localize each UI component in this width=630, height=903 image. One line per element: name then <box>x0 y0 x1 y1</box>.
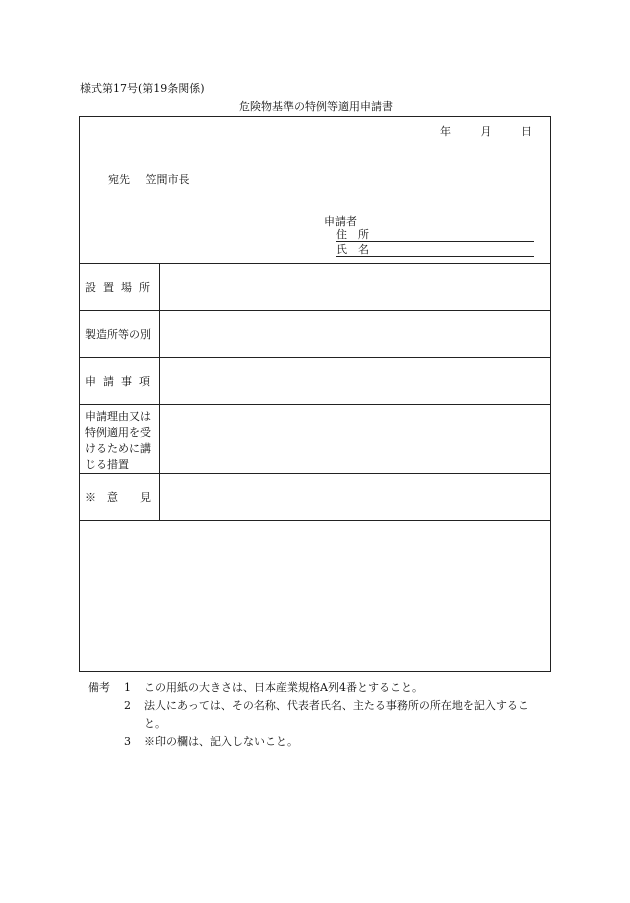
application-form <box>79 116 551 672</box>
note-number: 3 <box>124 735 131 748</box>
row-application-reason <box>80 404 550 473</box>
row-facility-type <box>80 310 550 357</box>
note-item <box>88 679 548 697</box>
note-number: 1 <box>124 681 131 694</box>
label-application-reason: 申請理由又は特例適用を受けるために講じる措置 <box>80 405 160 473</box>
field-opinion[interactable] <box>160 474 550 520</box>
row-installation-location <box>80 263 550 310</box>
note-number: 2 <box>124 699 131 712</box>
label-facility-type: 製造所等の別 <box>80 311 160 357</box>
form-title: 危険物基準の特例等適用申請書 <box>239 100 393 113</box>
date-year[interactable]: 年 <box>440 125 451 138</box>
notes <box>88 679 548 751</box>
applicant-name-label: 氏 名 <box>336 243 369 256</box>
note-item <box>88 733 548 751</box>
note-text: 法人にあっては、その名称、代表者氏名、主たる事務所の所在地を記入すること。 <box>144 699 529 730</box>
label-application-matter: 申請事項 <box>80 358 160 404</box>
row-remarks-area <box>80 520 550 672</box>
field-application-matter[interactable] <box>160 358 550 404</box>
form-number: 様式第17号(第19条関係) <box>80 82 205 95</box>
applicant-name-field[interactable] <box>336 243 534 257</box>
row-opinion <box>80 473 550 520</box>
row-application-matter <box>80 357 550 404</box>
field-remarks-area[interactable] <box>80 521 550 672</box>
addressee-recipient: 笠間市長 <box>145 173 190 186</box>
date-day[interactable]: 日 <box>521 125 532 138</box>
addressee-label: 宛先 <box>108 173 130 186</box>
date-month[interactable]: 月 <box>480 125 492 138</box>
note-text: ※印の欄は、記入しないこと。 <box>144 735 298 748</box>
date-line <box>440 123 532 139</box>
applicant-label: 申請者 <box>324 215 357 228</box>
notes-heading: 備考 <box>88 681 110 694</box>
note-text: この用紙の大きさは、日本産業規格A列4番とすること。 <box>144 681 423 694</box>
applicant-address-field[interactable] <box>336 228 534 242</box>
field-application-reason[interactable] <box>160 405 550 473</box>
label-installation-location: 設置場所 <box>80 264 160 310</box>
field-facility-type[interactable] <box>160 311 550 357</box>
addressee <box>108 171 190 187</box>
field-installation-location[interactable] <box>160 264 550 310</box>
applicant-address-label: 住 所 <box>336 228 369 241</box>
label-opinion: ※ 意 見 <box>80 474 160 520</box>
note-item <box>88 697 548 733</box>
